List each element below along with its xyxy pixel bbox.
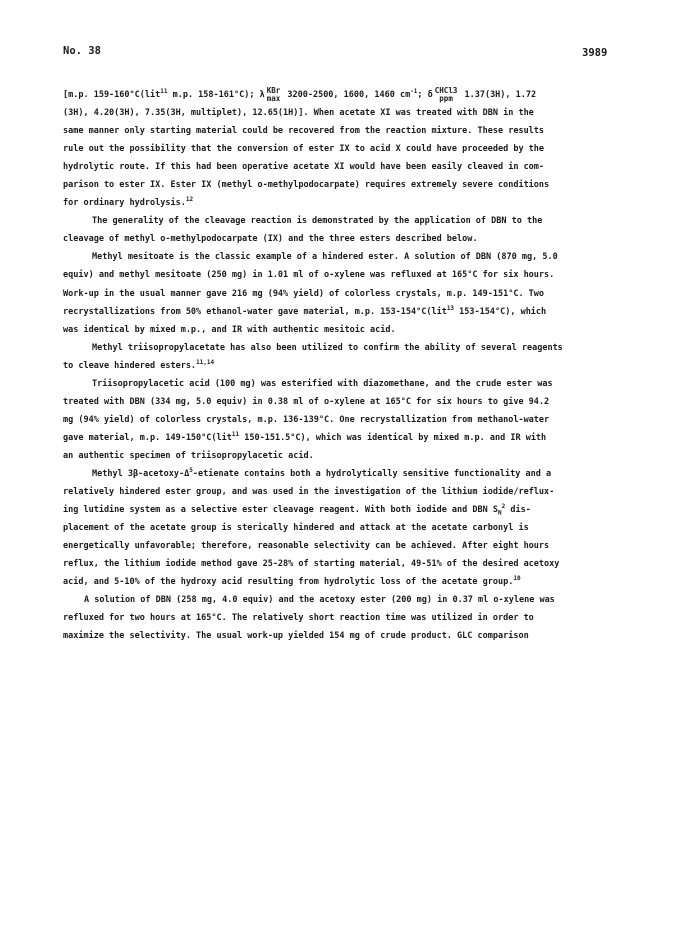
text-line: Methyl triisopropylacetate has also been utilized to confirm the ability of several reagents <box>92 342 563 353</box>
text-line: hydrolytic route. If this had been operative acetate XI would have been easily cleaved in com- <box>63 162 545 173</box>
text-line: [m.p. 159-160°C(lit$^{11}$ m.p. 158-161°C); λ KBr max 3200-2500, 1600, 1460 $cm^{-1}$; δ CHCl3 ppm 1.37(3H), 1.72 <box>63 86 537 103</box>
text-line: reflux, the lithium iodide method gave 25-28% of starting material, 49-51% of the desired acetoxy <box>63 559 560 570</box>
text-line: cleavage of methyl o-methylpodocarpate (IX) and the three esters described below. <box>63 234 478 245</box>
text-line: for ordinary hydrolysis.$^{12}$ <box>63 196 194 209</box>
text-line: A solution of DBN (258 mg, 4.0 equiv) and the acetoxy ester (200 mg) in 0.37 ml o-xylene was <box>84 595 555 606</box>
text-line: equiv) and methyl mesitoate (250 mg) in 1.01 ml of o-xylene was refluxed at 165°C for six hours. <box>63 270 555 281</box>
text-line: treated with DBN (334 mg, 5.0 equiv) in 0.38 ml of o-xylene at 165°C for six hours to give 94.2 <box>63 396 550 407</box>
text-line: Methyl mesitoate is the classic example of a hindered ester. A solution of DBN (870 mg, 5.0 <box>92 252 558 263</box>
text-line: recrystallizations from 50% ethanol-water gave material, m.p. 153-154°C(lit$^{13}$ 153-154°C), which <box>63 304 547 317</box>
text-line: relatively hindered ester group, and was used in the investigation of the lithium iodide/reflux- <box>63 487 555 498</box>
nmr-solvent-label: CHCl3 ppm <box>434 86 458 103</box>
text-line: same manner only starting material could be recovered from the reaction mixture. These results <box>63 126 545 137</box>
journal-issue-number: No. 38 <box>63 45 101 57</box>
text-line: an authentic specimen of triisopropylacetic acid. <box>63 450 314 461</box>
text-line: was identical by mixed m.p., and IR with authentic mesitoic acid. <box>63 324 396 335</box>
ir-solvent-label: KBr max <box>266 86 281 103</box>
text-line: Work-up in the usual manner gave 216 mg (94% yield) of colorless crystals, m.p. 149-151°C. Two <box>63 288 545 299</box>
text-line: mg (94% yield) of colorless crystals, m.p. 136-139°C. One recrystallization from methanol-water <box>63 414 550 425</box>
text-line: gave material, m.p. 149-150°C(lit$^{11}$ 150-151.5°C), which was identical by mixed m.p. and IR with <box>63 431 547 443</box>
text-line: Triisopropylacetic acid (100 mg) was esterified with diazomethane, and the crude ester was <box>92 378 553 389</box>
text-line: (3H), 4.20(3H), 7.35(3H, multiplet), 12.65(1H)]. When acetate XI was treated with DBN in the <box>63 108 534 119</box>
text-line: Methyl $3\beta-acetoxy-\Delta^5$-etienate contains both a hydrolytically sensitive functionality and a <box>92 467 552 479</box>
text-line: energetically unfavorable; therefore, reasonable selectivity can be achieved. After eight hours <box>63 541 550 552</box>
text-line: rule out the possibility that the conversion of ester IX to acid X could have proceeded by the <box>63 144 545 155</box>
text-line: maximize the selectivity. The usual work-up yielded 154 mg of crude product. GLC comparison <box>63 631 529 642</box>
text-line: ing lutidine system as a selective ester cleavage reagent. With both iodide and DBN $S_N^2$ dis- <box>63 503 531 517</box>
page-number: 3989 <box>582 47 608 59</box>
text-line: The generality of the cleavage reaction is demonstrated by the application of DBN to the <box>92 216 543 227</box>
text-line: parison to ester IX. Ester IX (methyl o-methylpodocarpate) requires extremely severe conditions <box>63 180 550 191</box>
text-line: placement of the acetate group is sterically hindered and attack at the acetate carbonyl is <box>63 523 529 534</box>
text-line: refluxed for two hours at 165°C. The relatively short reaction time was utilized in order to <box>63 613 534 624</box>
article-body <box>63 86 615 645</box>
text-line: to cleave hindered esters.$^{11,14}$ <box>63 358 215 371</box>
text-line: acid, and 5-10% of the hydroxy acid resulting from hydrolytic loss of the acetate group.$^{10}$ <box>63 575 521 588</box>
